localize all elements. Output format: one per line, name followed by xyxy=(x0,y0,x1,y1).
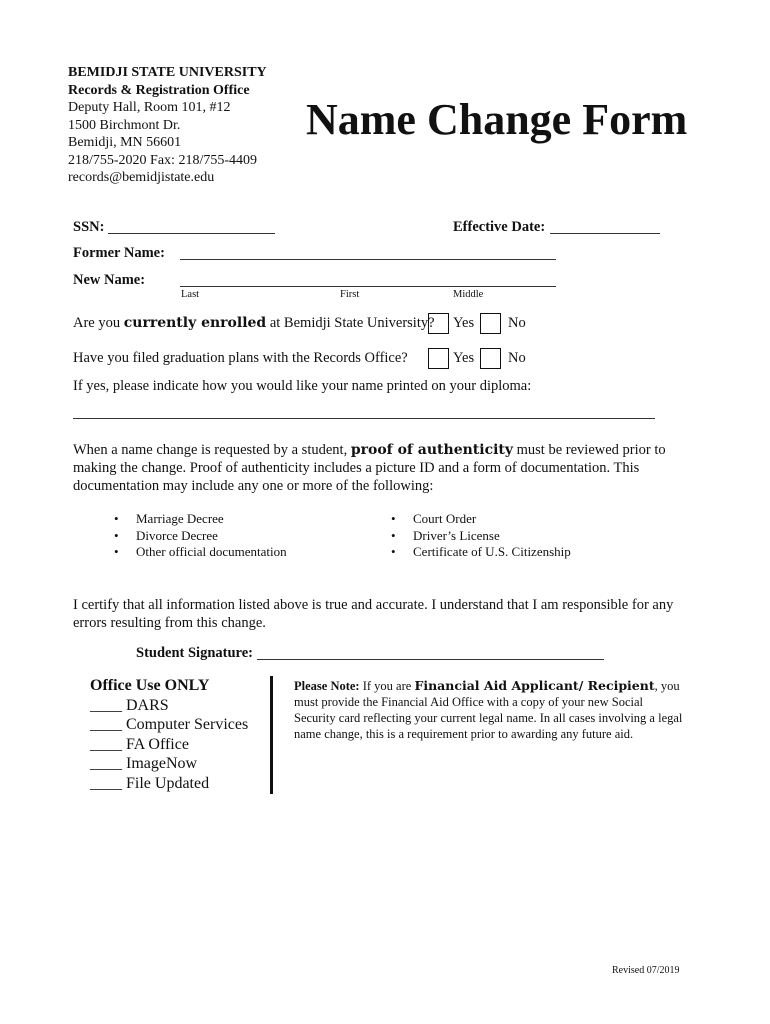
authenticity-pre: When a name change is requested by a student, xyxy=(73,442,351,458)
graduation-yes-checkbox[interactable] xyxy=(428,348,449,369)
new-name-field[interactable] xyxy=(180,286,556,287)
office-name: Records & Registration Office xyxy=(68,82,250,98)
effective-date-label: Effective Date: xyxy=(453,219,546,235)
revision-date: Revised 07/2019 xyxy=(612,965,680,976)
office-use-item-dars: ____ DARS xyxy=(90,696,169,714)
form-title: Name Change Form xyxy=(306,95,688,144)
divider xyxy=(270,676,273,794)
address-line-1: Deputy Hall, Room 101, #12 xyxy=(68,100,231,115)
address-line-2: 1500 Birchmont Dr. xyxy=(68,117,181,133)
diploma-name-field[interactable] xyxy=(73,418,655,419)
office-use-item-fa-office: ____ FA Office xyxy=(90,735,189,753)
list-item: • Other official documentation xyxy=(114,544,287,561)
office-use-item-imagenow: ____ ImageNow xyxy=(90,755,198,772)
financial-aid-note xyxy=(294,678,684,742)
graduation-yes-label: Yes xyxy=(453,350,475,366)
phone-fax: 218/755-2020 Fax: 218/755-4409 xyxy=(68,152,257,168)
list-item: • Certificate of U.S. Citizenship xyxy=(391,544,571,561)
certification-text: I certify that all information listed above is true and accurate. I understand that I am responsible for any errors resulting from this change. xyxy=(73,597,674,631)
new-name-label: New Name: xyxy=(73,272,146,288)
graduation-question: Have you filed graduation plans with the Records Office? xyxy=(73,350,408,366)
list-item: • Driver’s License xyxy=(391,528,571,545)
former-name-label: Former Name: xyxy=(73,245,165,261)
sub-label-middle: Middle xyxy=(453,289,484,300)
effective-date-field[interactable] xyxy=(550,233,660,234)
ssn-field[interactable] xyxy=(108,233,275,234)
note-pre: If you are xyxy=(359,679,415,693)
graduation-no-label: No xyxy=(508,350,526,366)
email-address: records@bemidjistate.edu xyxy=(68,170,215,185)
enrolled-question xyxy=(73,315,435,332)
enrolled-no-checkbox[interactable] xyxy=(480,313,501,334)
university-name: BEMIDJI STATE UNIVERSITY xyxy=(68,65,267,80)
office-use-item-computer-services: ____ Computer Services xyxy=(90,716,249,733)
enrolled-post: at Bemidji State University? xyxy=(266,315,435,331)
sub-label-last: Last xyxy=(181,289,200,300)
address-line-3: Bemidji, MN 56601 xyxy=(68,135,182,150)
list-item: • Marriage Decree xyxy=(114,511,287,528)
documents-list-right xyxy=(391,511,571,561)
office-use-item-file-updated: ____ File Updated xyxy=(90,774,210,792)
authenticity-post: must be reviewed prior to making the change. Proof of authenticity includes a picture ID and a form of documentation. This documentation may include any one or more of the following: xyxy=(73,442,666,494)
enrolled-pre: Are you xyxy=(73,315,124,331)
office-header xyxy=(68,64,267,187)
note-emphasis: Financial Aid Applicant/ Recipient xyxy=(414,678,655,693)
former-name-field[interactable] xyxy=(180,259,556,260)
documents-list-left xyxy=(114,511,287,561)
list-item: • Court Order xyxy=(391,511,571,528)
office-use-box xyxy=(90,676,248,793)
authenticity-emphasis: proof of authenticity xyxy=(350,442,514,458)
signature-label: Student Signature: xyxy=(136,645,253,661)
note-post: , you must provide the Financial Aid Office with a copy of your new Social Security card reflecting your current legal name. In all cases involving a legal name change, this is a requirement prior to awarding any future aid. xyxy=(294,679,683,741)
sub-label-first: First xyxy=(340,289,360,300)
ssn-label: SSN: xyxy=(73,219,105,235)
enrolled-yes-label: Yes xyxy=(453,315,475,331)
enrolled-emphasis: currently enrolled xyxy=(123,315,267,331)
signature-field[interactable] xyxy=(257,659,604,660)
graduation-no-checkbox[interactable] xyxy=(480,348,501,369)
list-item: • Divorce Decree xyxy=(114,528,287,545)
authenticity-paragraph xyxy=(73,441,689,495)
enrolled-yes-checkbox[interactable] xyxy=(428,313,449,334)
diploma-instruction: If yes, please indicate how you would like your name printed on your diploma: xyxy=(73,378,532,394)
note-label: Please Note: xyxy=(294,679,360,693)
office-use-heading: Office Use ONLY xyxy=(90,677,210,694)
enrolled-no-label: No xyxy=(508,315,526,331)
